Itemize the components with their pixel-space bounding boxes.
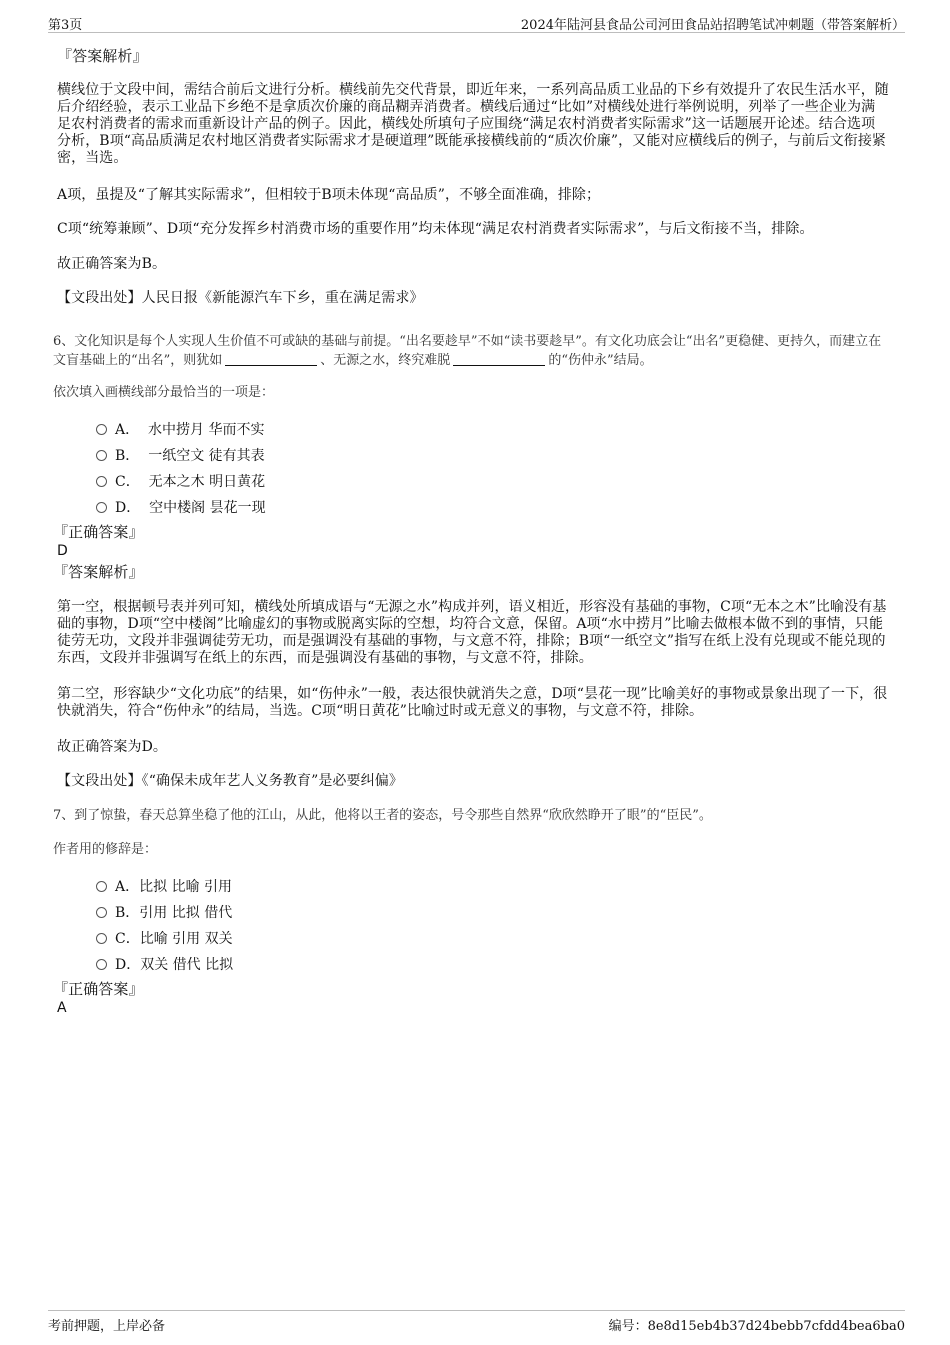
page-number: 第3页	[48, 18, 83, 33]
analysis-paragraph: 横线位于文段中间，需结合前后文进行分析。横线前先交代背景，即近年来，一系列高品质工业品的下乡有效提升了农民生活水平，随后介绍经验，表示工业品下乡绝不是拿质次价廉的商品糊弄消费者。横线后通过“比如”对横线处进行举例说明，列举了一些企业为满足农村消费者的需求而重新设计产品的例子。因此，横线处所填句子应围绕“满足农村消费者实际需求”这一话题展开论述。结合选项分析，B项“高品质满足农村地区消费者实际需求才是硬道理”既能承接横线前的“质次价廉”，又能对应横线后的例子，与前后文衔接紧密，当选。	[57, 82, 889, 166]
source-text: 《“确保未成年艺人义务教育”是必要纠偏》	[141, 773, 403, 789]
radio-icon[interactable]	[96, 959, 107, 970]
option-b[interactable]	[96, 902, 232, 920]
document-id: 编号：8e8d15eb4b37d24bebb7cfdd4bea6ba0	[608, 1319, 905, 1334]
page-footer	[48, 1310, 905, 1334]
option-text: 比喻 引用 双关	[139, 931, 233, 947]
option-text: 双关 借代 比拟	[140, 957, 234, 973]
source-label: 【文段出处】	[57, 773, 142, 789]
option-text: 空中楼阁 昙花一现	[149, 500, 266, 516]
fill-blank-2	[453, 353, 545, 366]
analysis-paragraph: A项，虽提及“了解其实际需求”，但相较于B项未体现“高品质”，不够全面准确，排除；	[57, 187, 601, 203]
option-letter: A．	[115, 422, 140, 438]
question-prompt: 依次填入画横线部分最恰当的一项是：	[53, 385, 275, 400]
correct-answer-value: D	[57, 543, 68, 559]
source-text: 人民日报《新能源汽车下乡，重在满足需求》	[141, 290, 424, 306]
question-6-stem	[53, 332, 889, 370]
option-letter: C．	[115, 474, 140, 490]
analysis-paragraph: 第一空，根据顿号表并列可知，横线处所填成语与“无源之水”构成并列，语义相近，形容没有基础的事物，C项“无本之木”比喻没有基础的事物，D项“空中楼阁”比喻虚幻的事物或脱离实际的空想，均符合文意，保留。A项“水中捞月”比喻去做根本做不到的事情，只能徒劳无功，文段并非强调徒劳无功，而是强调没有基础的事物，与文意不符，排除；B项“一纸空文”指写在纸上没有兑现或不能兑现的东西，文段并非强调写在纸上的东西，而是强调没有基础的事物，与文意不符，排除。	[57, 599, 887, 666]
option-letter: D．	[115, 500, 141, 516]
option-a[interactable]	[96, 419, 264, 437]
option-letter: D．	[115, 957, 141, 973]
option-text: 比拟 比喻 引用	[139, 879, 233, 895]
source-line	[57, 773, 889, 790]
radio-icon[interactable]	[96, 424, 107, 435]
question-prompt: 作者用的修辞是：	[53, 842, 158, 857]
option-d[interactable]	[96, 497, 266, 515]
option-a[interactable]	[96, 876, 232, 894]
option-text: 引用 比拟 借代	[139, 905, 233, 921]
radio-icon[interactable]	[96, 502, 107, 513]
page-header	[48, 14, 905, 33]
option-letter: B．	[115, 905, 140, 921]
source-line	[57, 290, 889, 307]
correct-answer-label: 『正确答案』	[53, 523, 144, 541]
question-text: 的“伤仲永”结局。	[548, 353, 653, 368]
option-b[interactable]	[96, 445, 265, 463]
analysis-paragraph: 第二空，形容缺少“文化功底”的结果，如“伤仲永”一般，表达很快就消失之意，D项“昙花一现”比喻美好的事物或景象出现了一下，很快就消失，符合“伤仲永”的结局，当选。C项“明日黄花”比喻过时或无意义的事物，与文意不符，排除。	[57, 686, 888, 719]
option-text: 一纸空文 徒有其表	[148, 448, 265, 464]
correct-answer-statement: 故正确答案为D。	[57, 739, 168, 755]
analysis-label: 『答案解析』	[57, 47, 148, 65]
option-c[interactable]	[96, 928, 233, 946]
radio-icon[interactable]	[96, 933, 107, 944]
question-7-stem: 7、到了惊蛰，春天总算坐稳了他的江山，从此，他将以王者的姿态，号令那些自然界“欣欣然睁开了眼”的“臣民”。	[53, 808, 712, 823]
question-text: 6、文化知识是每个人实现人生价值不可或缺的基础与前提。“出名要趁早”不如“读书要趁早”。有文化功底会让“出名”更稳健、更持久，而建立在文盲基础上的“出名”，则犹如	[53, 334, 882, 368]
option-text: 无本之木 明日黄花	[148, 474, 266, 490]
option-letter: B．	[115, 448, 140, 464]
correct-answer-value: A	[57, 1000, 67, 1016]
footer-slogan: 考前押题，上岸必备	[48, 1319, 166, 1334]
option-letter: A．	[115, 879, 140, 895]
correct-answer-label: 『正确答案』	[53, 980, 144, 998]
analysis-paragraph: C项“统筹兼顾”、D项“充分发挥乡村消费市场的重要作用”均未体现“满足农村消费者实际需求”，与后文衔接不当，排除。	[57, 221, 814, 237]
radio-icon[interactable]	[96, 476, 107, 487]
correct-answer-statement: 故正确答案为B。	[57, 256, 167, 272]
option-c[interactable]	[96, 471, 265, 489]
option-d[interactable]	[96, 954, 233, 972]
option-text: 水中捞月 华而不实	[148, 422, 265, 438]
document-title: 2024年陆河县食品公司河田食品站招聘笔试冲刺题（带答案解析）	[520, 18, 905, 33]
radio-icon[interactable]	[96, 907, 107, 918]
radio-icon[interactable]	[96, 450, 107, 461]
radio-icon[interactable]	[96, 881, 107, 892]
fill-blank-1	[225, 353, 317, 366]
option-letter: C．	[115, 931, 140, 947]
source-label: 【文段出处】	[57, 290, 142, 306]
question-text: 、无源之水，终究难脱	[320, 353, 451, 368]
analysis-label: 『答案解析』	[53, 563, 144, 581]
